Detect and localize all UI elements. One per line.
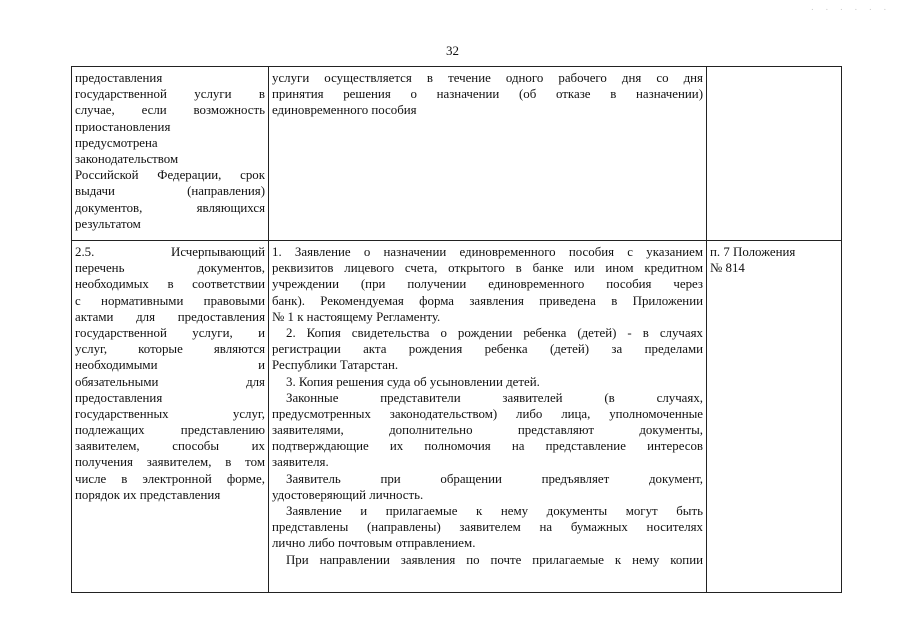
- text-line: 2. Копия свидетельства о рождении ребенка (детей) - в случаях: [286, 325, 703, 340]
- text-line: результатом: [75, 216, 141, 231]
- text-line: законодательством: [75, 151, 179, 166]
- text-line: Законные представители заявителей (в случаях,: [286, 390, 703, 405]
- text-line: государственной услуги, и: [75, 325, 265, 340]
- text-line: п. 7 Положения: [710, 245, 796, 259]
- regulation-table: [71, 66, 842, 593]
- text-line: регистрации акта рождения ребенка (детей) за пределами: [272, 342, 703, 357]
- text-line: актами для предоставления: [75, 309, 265, 324]
- text-line: порядок их представления: [75, 487, 221, 502]
- text-line: реквизитов лицевого счета, открытого в банке или ином кредитном: [272, 261, 703, 276]
- text-line: № 1 к настоящему Регламенту.: [272, 309, 441, 324]
- text-line: государственной услуги в: [75, 87, 265, 102]
- text-line: 2.5. Исчерпывающий: [75, 245, 265, 259]
- text-line: числе в электронной форме,: [75, 471, 265, 486]
- text-line: принятия решения о назначении (об отказе в назначении): [272, 87, 703, 102]
- text-line: предусмотрена: [75, 135, 158, 150]
- text-line: удостоверяющий личность.: [272, 487, 424, 502]
- text-line: При направлении заявления по почте прилагаемые к нему копии: [286, 552, 703, 567]
- text-line: банк). Рекомендуемая форма заявления приведена в Приложении: [272, 293, 703, 308]
- scan-artifact: . . . . . .: [811, 2, 891, 12]
- text-line: перечень документов,: [75, 261, 265, 276]
- page-number: 32: [446, 43, 459, 58]
- text-line: № 814: [710, 261, 745, 276]
- text-line: услуги осуществляется в течение одного рабочего дня со дня: [272, 71, 703, 85]
- text-line: Заявитель при обращении предъявляет документ,: [286, 471, 703, 486]
- text-line: обязательными для: [75, 374, 265, 389]
- text-line: услуг, которые являются: [75, 342, 265, 357]
- cell-requirement: [72, 241, 269, 593]
- cell-legal-basis: [707, 241, 842, 593]
- text-line: Республики Татарстан.: [272, 358, 399, 373]
- text-line: выдачи (направления): [75, 184, 265, 199]
- text-line: заявителями, дополнительно представляют документы,: [272, 423, 703, 438]
- text-line: учреждении (при получении единовременного пособия через: [272, 277, 703, 292]
- text-line: Заявление и прилагаемые к нему документы могут быть: [286, 504, 703, 519]
- cell-content: [269, 67, 707, 241]
- text-line: приостановления: [75, 119, 171, 134]
- text-line: получения заявителем, в том: [75, 455, 265, 470]
- text-line: подтверждающие их полномочия на представление интересов: [272, 439, 703, 454]
- text-line: необходимых в соответствии: [75, 277, 265, 292]
- text-line: заявителем, способы их: [75, 439, 265, 454]
- text-line: предоставления: [75, 390, 163, 405]
- text-line: заявителя.: [272, 455, 329, 470]
- text-line: государственных услуг,: [75, 406, 265, 421]
- cell-requirement: [72, 67, 269, 241]
- text-line: предоставления: [75, 71, 163, 85]
- text-line: лично либо почтовым отправлением.: [272, 536, 476, 551]
- text-line: документов, являющихся: [75, 200, 265, 215]
- text-line: 1. Заявление о назначении единовременного пособия с указанием: [272, 245, 703, 259]
- text-line: предусмотренных законодательством) либо лица, уполномоченные: [272, 406, 703, 421]
- text-line: единовременного пособия: [272, 103, 417, 118]
- text-line: представлены (направлены) заявителем на бумажных носителях: [272, 520, 703, 535]
- cell-content: [269, 241, 707, 593]
- table-row: [72, 241, 842, 593]
- text-line: подлежащих представлению: [75, 423, 265, 438]
- text-line: необходимыми и: [75, 358, 265, 373]
- text-line: 3. Копия решения суда об усыновлении детей.: [286, 374, 540, 389]
- text-line: с нормативными правовыми: [75, 293, 265, 308]
- text-line: Российской Федерации, срок: [75, 168, 265, 183]
- text-line: случае, если возможность: [75, 103, 265, 118]
- table-row: [72, 67, 842, 241]
- cell-legal-basis: [707, 67, 842, 241]
